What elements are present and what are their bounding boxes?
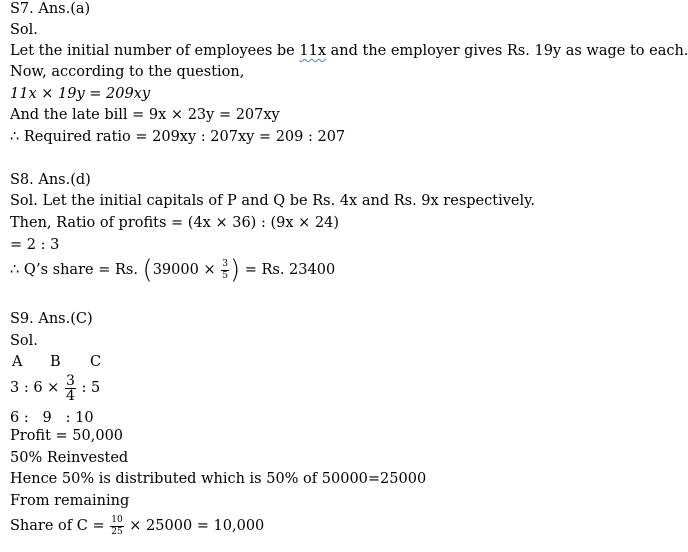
s7-line-1 xyxy=(10,42,688,60)
s8-line-4-c: = Rs. 23400 xyxy=(244,262,336,278)
s9-sol-label: Sol. xyxy=(10,333,38,349)
fraction-3-4 xyxy=(65,374,76,403)
fraction-denominator: 5 xyxy=(222,270,228,281)
s9-profit: Profit = 50,000 xyxy=(10,428,124,444)
s7-line-3: 11x × 19y = 209xy xyxy=(10,86,151,102)
s9-reinvested: 50% Reinvested xyxy=(10,450,129,466)
s9-ratio-1-b: : 5 xyxy=(81,380,101,396)
s8-heading: S8. Ans.(d) xyxy=(10,172,91,188)
s9-share-b: × 25000 = 10,000 xyxy=(129,518,265,534)
column-c: C xyxy=(90,354,102,370)
s9-share-a: Share of C = xyxy=(10,518,105,534)
s7-line-1-a: Let the initial number of employees be xyxy=(10,43,300,59)
s9-ratio-1 xyxy=(10,370,100,406)
s9-ratio-2: 6 : 9 : 10 xyxy=(10,410,94,426)
s8-line-3: = 2 : 3 xyxy=(10,237,60,253)
s7-line-5: ∴ Required ratio = 209xy : 207xy = 209 : 207 xyxy=(10,129,346,145)
right-paren: ) xyxy=(229,255,241,285)
s7-heading: S7. Ans.(a) xyxy=(10,1,91,17)
fraction-numerator: 3 xyxy=(65,372,75,389)
fraction-3-5 xyxy=(221,259,229,282)
s7-line-4: And the late bill = 9x × 23y = 207xy xyxy=(10,107,280,123)
s7-sol-label: Sol. xyxy=(10,22,38,38)
s8-line-1: Sol. Let the initial capitals of P and Q be Rs. 4x and Rs. 9x respectively. xyxy=(10,193,535,209)
fraction-10-25 xyxy=(110,515,123,538)
s8-line-2: Then, Ratio of profits = (4x × 36) : (9x × 24) xyxy=(10,215,339,231)
s8-line-4 xyxy=(10,257,335,283)
s9-ratio-1-a: 3 : 6 × xyxy=(10,380,60,396)
fraction-denominator: 25 xyxy=(111,526,123,537)
column-b: B xyxy=(50,354,61,370)
s9-share xyxy=(10,512,264,540)
s9-column-headers xyxy=(10,353,130,371)
fraction-denominator: 4 xyxy=(65,387,75,404)
s9-heading: S9. Ans.(C) xyxy=(10,311,93,327)
fraction-numerator: 3 xyxy=(222,258,228,269)
s7-line-1-underlined: 11x xyxy=(299,43,327,59)
s8-line-4-b: 39000 × xyxy=(152,262,216,278)
s7-line-2: Now, according to the question, xyxy=(10,64,245,80)
column-a: A xyxy=(12,354,23,370)
left-paren: ( xyxy=(142,255,153,285)
s8-line-4-a: ∴ Q’s share = Rs. xyxy=(10,262,138,278)
s9-from-remaining: From remaining xyxy=(10,493,130,509)
fraction-numerator: 10 xyxy=(111,514,123,525)
s9-hence: Hence 50% is distributed which is 50% of 50000=25000 xyxy=(10,471,427,487)
s7-line-1-b: and the employer gives Rs. 19y as wage to each. xyxy=(326,43,688,59)
